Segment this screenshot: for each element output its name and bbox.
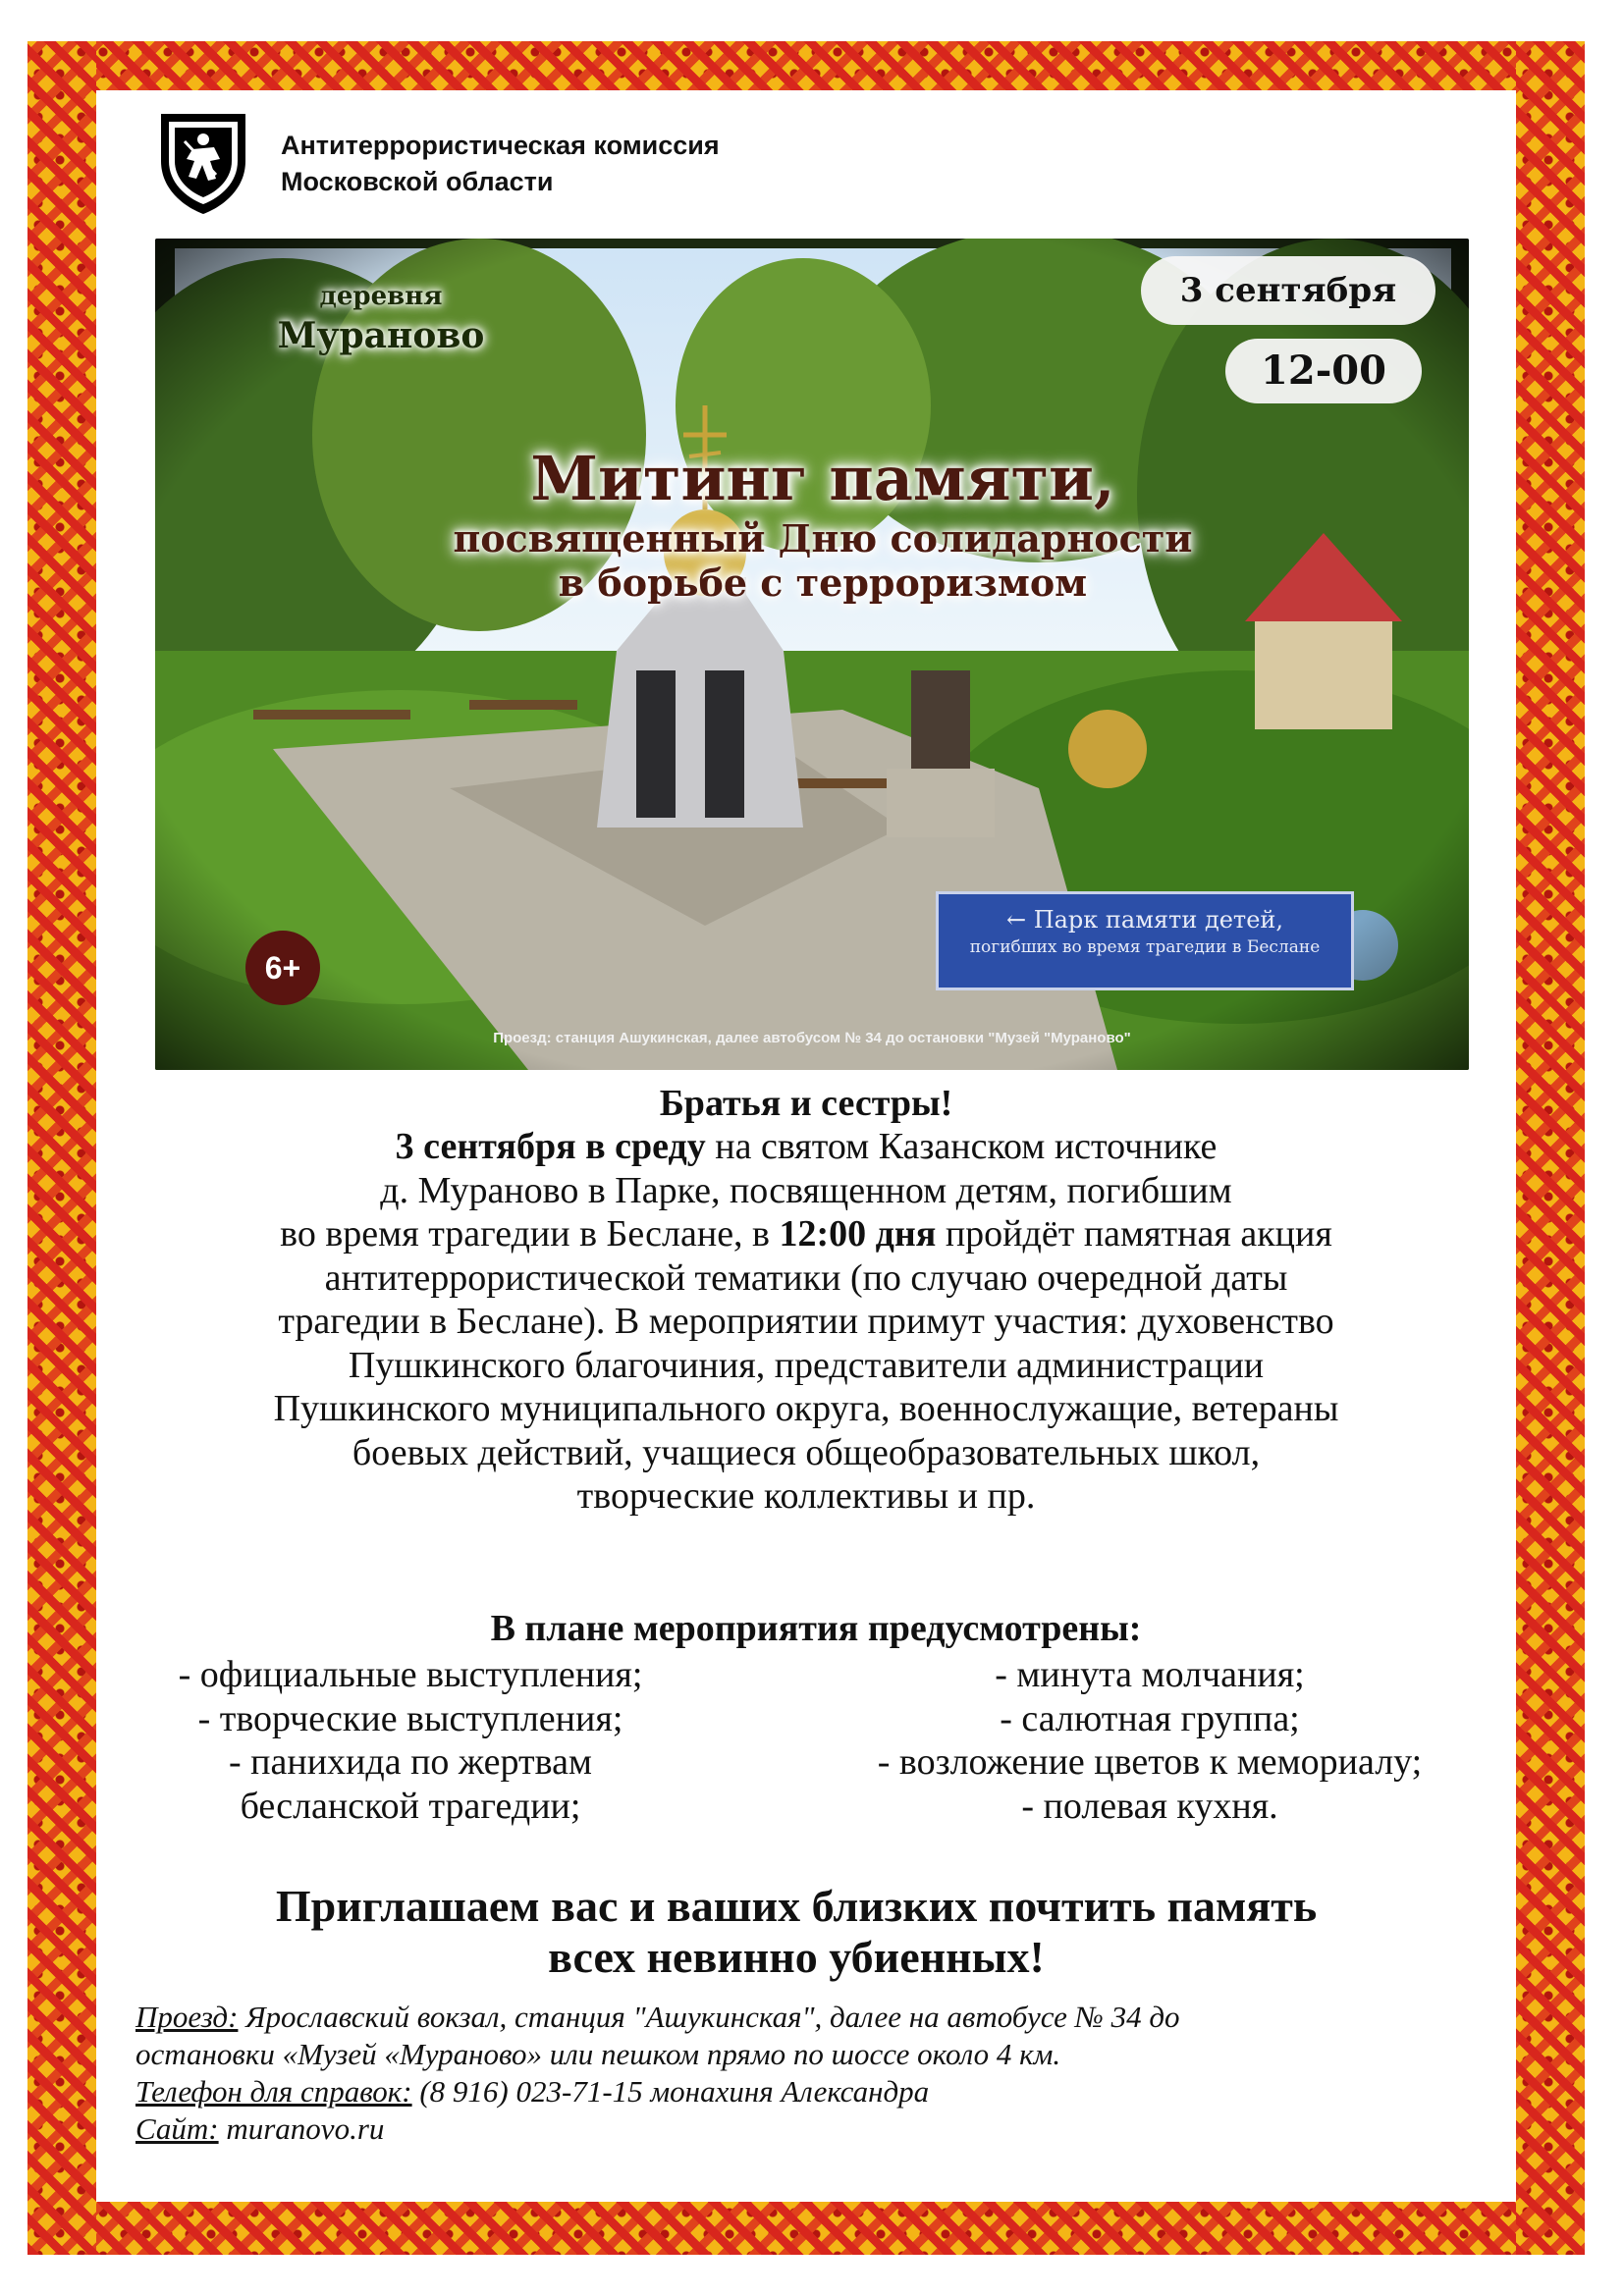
plan-left-column xyxy=(106,1653,715,1828)
plan-item: - минута молчания; xyxy=(995,1654,1305,1695)
event-time: 12-00 xyxy=(1225,339,1422,403)
invitation-line-1: Приглашаем вас и ваших близких почтить память xyxy=(275,1881,1318,1931)
org-line-2: Московской области xyxy=(281,167,554,196)
para-line-9: творческие коллективы и пр. xyxy=(576,1475,1036,1517)
main-paragraph xyxy=(106,1125,1506,1519)
phone-label: Телефон для справок: xyxy=(135,2074,412,2109)
banner-title-line-2: посвященный Дню солидарности xyxy=(453,516,1193,561)
para-text-4: пройдёт памятная акция xyxy=(936,1213,1332,1255)
village-label xyxy=(253,282,509,356)
banner-title xyxy=(381,443,1265,605)
para-line-5: трагедии в Беслане). В мероприятии примут участия: духовенство xyxy=(278,1301,1334,1342)
event-date-bold: 3 сентября в среду xyxy=(395,1126,706,1167)
para-line-8: боевых действий, учащиеся общеобразовательных школ, xyxy=(352,1431,1261,1473)
para-line-7: Пушкинского муниципального округа, военнослужащие, ветераны xyxy=(273,1388,1339,1429)
banner-caption: Проезд: станция Ашукинская, далее автобусом № 34 до остановки "Музей "Мураново" xyxy=(493,1030,1131,1046)
plan-item: - официальные выступления; xyxy=(178,1654,643,1695)
para-line-4: антитеррористической тематики (по случаю очередной даты xyxy=(324,1256,1288,1299)
event-date: 3 сентября xyxy=(1141,256,1435,325)
banner-title-line-1: Митинг памяти, xyxy=(530,443,1115,514)
invitation-line-2: всех невинно убиенных! xyxy=(548,1932,1045,1982)
para-line-2: д. Мураново в Парке, посвященном детям, погибшим xyxy=(380,1169,1232,1211)
para-line-1 xyxy=(106,1125,1506,1169)
park-sign xyxy=(936,891,1354,990)
plan-item: - панихида по жертвам xyxy=(229,1741,592,1783)
route-line-2: остановки «Музей «Мураново» или пешком прямо по шоссе около 4 км. xyxy=(135,2037,1061,2071)
para-text-1: на святом Казанском источнике xyxy=(705,1126,1218,1167)
banner-title-line-3: в борьбе с терроризмом xyxy=(558,561,1088,605)
para-line-3 xyxy=(106,1212,1506,1256)
plan-item: - возложение цветов к мемориалу; xyxy=(877,1741,1423,1783)
plan-title: В плане мероприятия предусмотрены: xyxy=(490,1608,1142,1649)
event-datetime xyxy=(1117,256,1441,403)
header xyxy=(155,110,720,218)
invitation xyxy=(106,1881,1506,1983)
sign-line-1: ← Парк памяти детей, xyxy=(1005,906,1284,934)
org-line-1: Антитеррористическая комиссия xyxy=(281,131,720,160)
para-text-3: во время трагедии в Беслане, в xyxy=(280,1213,780,1255)
para-line-6: Пушкинского благочиния, представители администрации xyxy=(348,1344,1265,1386)
village-name: Мураново xyxy=(277,315,485,356)
organization-name xyxy=(281,128,720,200)
route-text-1: Ярославский вокзал, станция "Ашукинская", далее на автобусе № 34 до xyxy=(238,2000,1180,2034)
greeting: Братья и сестры! xyxy=(659,1083,953,1124)
village-prefix: деревня xyxy=(319,282,443,311)
frame-right-border xyxy=(1516,41,1585,2255)
site-label: Сайт: xyxy=(135,2111,219,2146)
event-banner-photo xyxy=(155,239,1469,1070)
plan-item: - полевая кухня. xyxy=(1021,1785,1278,1827)
frame-top-border xyxy=(27,41,1585,90)
phone-line xyxy=(135,2073,1500,2110)
event-time-bold: 12:00 дня xyxy=(779,1213,937,1255)
route-label: Проезд: xyxy=(135,2000,239,2034)
site-link[interactable]: muranovo.ru xyxy=(218,2111,385,2146)
phone-text: (8 916) 023-71-15 монахиня Александра xyxy=(411,2074,930,2109)
sign-line-2: погибших во время трагедии в Беслане xyxy=(969,937,1321,957)
plan-right-column xyxy=(793,1653,1506,1828)
footer-info xyxy=(135,1999,1500,2148)
frame-bottom-border xyxy=(27,2202,1585,2255)
plan-item: - салютная группа; xyxy=(1000,1697,1300,1739)
plan-item: бесланской трагедии; xyxy=(240,1785,581,1827)
route-line-1 xyxy=(135,1999,1500,2036)
frame-left-border xyxy=(27,41,96,2255)
site-line xyxy=(135,2110,1500,2148)
moscow-region-emblem-icon xyxy=(155,110,251,218)
age-rating-badge: 6+ xyxy=(245,931,320,1005)
plan-item: - творческие выступления; xyxy=(197,1697,623,1739)
